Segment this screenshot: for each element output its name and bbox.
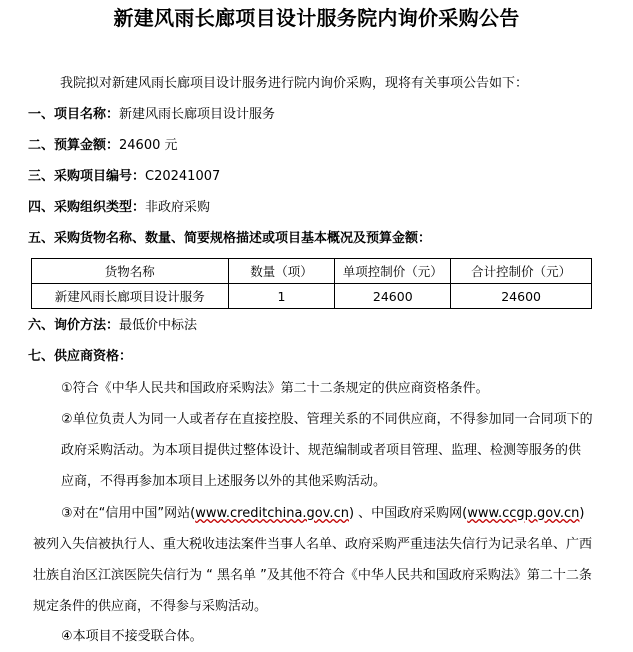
item-value: 24600 元 — [119, 138, 178, 153]
table-header-cell: 数量（项） — [228, 259, 335, 284]
table-cell: 1 — [228, 284, 335, 309]
item-value: 新建风雨长廊项目设计服务 — [119, 107, 276, 122]
item-goods-heading — [28, 230, 431, 248]
table-header-cell: 合计控制价（元） — [451, 259, 592, 284]
table-cell: 24600 — [451, 284, 592, 309]
qualification-1: ①符合《中华人民共和国政府采购法》第二十二条规定的供应商资格条件。 — [61, 381, 489, 396]
table-header-cell: 货物名称 — [32, 259, 229, 284]
item-label: 三、采购项目编号： — [28, 169, 146, 184]
creditchina-link[interactable]: www.creditchina.gov.cn — [195, 506, 349, 521]
qualification-2: ②单位负责人为同一人或者存在直接控股、管理关系的不同供应商，不得参加同一合同项下的政府采购活动。为本项目提供过整体设计、规范编制或者项目管理、监理、检测等服务的供应商，不得再参加本项目上述服务以外的其他采购活动。 — [61, 412, 593, 489]
item-code — [28, 168, 220, 186]
qualification-4: ④本项目不接受联合体。 — [61, 629, 203, 644]
qualification-3: ③对在“信用中国”网站(www.creditchina.gov.cn) 、中国政府采购网(www.ccgp.gov.cn)被列入失信被执行人、重大税收违法案件当事人名单、政府采购严重违法失信行为记录名单、广西壮族自治区江滨医院失信行为 “ 黑名单 ”及其他不符合《中华人民共和国政府采购法》第二十二条规定条件的供应商，不得参与采购活动。 — [33, 506, 593, 614]
item-value: 最低价中标法 — [119, 318, 198, 333]
item-label: 七、供应商资格： — [28, 349, 133, 364]
table-cell: 新建风雨长廊项目设计服务 — [32, 284, 229, 309]
ccgp-link[interactable]: www.ccgp.gov.cn — [467, 506, 580, 521]
item-method — [28, 317, 197, 335]
item-value: 非政府采购 — [145, 200, 211, 215]
item-label: 六、询价方法： — [28, 318, 120, 333]
item-project-name — [28, 106, 275, 124]
item-label: 二、预算金额： — [28, 138, 120, 153]
table-cell: 24600 — [335, 284, 451, 309]
item-label: 五、采购货物名称、数量、简要规格描述或项目基本概况及预算金额： — [28, 231, 432, 246]
item-org-type — [28, 199, 210, 217]
item-label: 四、采购组织类型： — [28, 200, 146, 215]
table-header-cell: 单项控制价（元） — [335, 259, 451, 284]
item-value: C20241007 — [145, 169, 221, 184]
page-title: 新建风雨长廊项目设计服务院内询价采购公告 — [113, 6, 520, 30]
goods-table — [31, 258, 592, 309]
table-row — [32, 284, 592, 309]
item-qualification — [28, 348, 132, 366]
table-header-row — [32, 259, 592, 284]
intro-text: 我院拟对新建风雨长廊项目设计服务进行院内询价采购，现将有关事项公告如下： — [60, 76, 529, 91]
item-label: 一、项目名称： — [28, 107, 120, 122]
item-budget — [28, 137, 178, 155]
